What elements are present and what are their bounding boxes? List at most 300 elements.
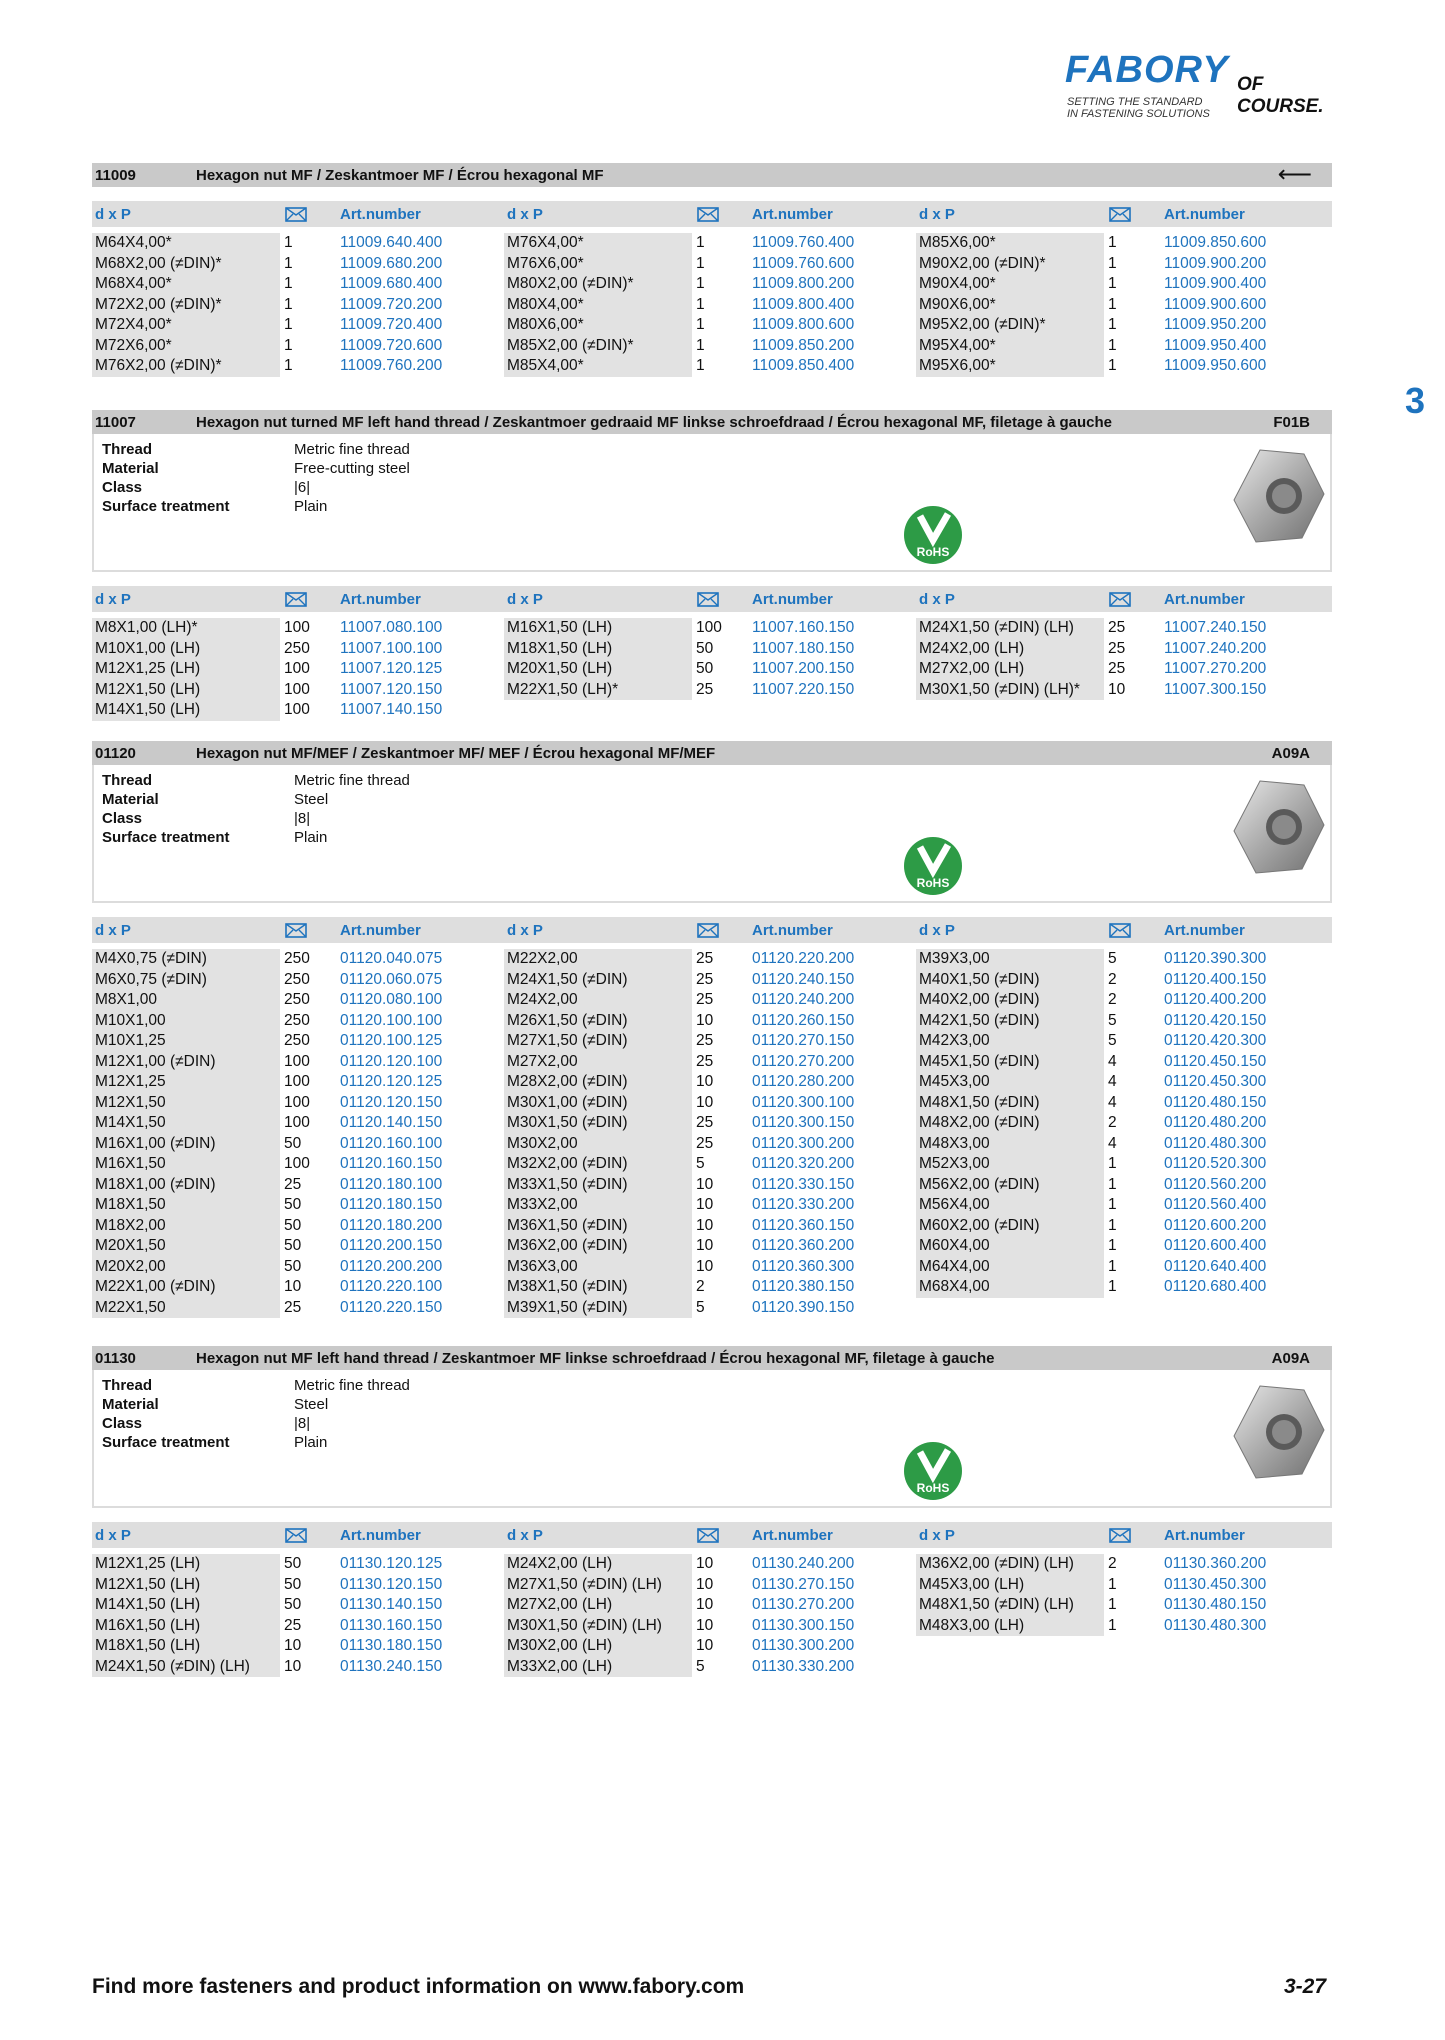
table-row (92, 1216, 492, 1237)
pack-quantity: 1 (284, 336, 293, 354)
table-row (92, 659, 492, 680)
article-number-link[interactable]: 01120.480.150 (1164, 1093, 1267, 1111)
table-row (916, 1575, 1316, 1596)
size-dxp: M60X4,00 (916, 1236, 1104, 1257)
size-dxp: M24X2,00 (LH) (916, 639, 1104, 660)
size-dxp: M85X2,00 (≠DIN)* (504, 336, 692, 357)
size-dxp: M30X1,00 (≠DIN) (504, 1093, 692, 1114)
article-number-link[interactable]: 01120.120.125 (340, 1073, 443, 1090)
article-number-link[interactable]: 01130.330.200 (752, 1657, 855, 1675)
article-number-link[interactable]: 01130.300.150 (752, 1616, 855, 1634)
article-number-link[interactable]: 01120.180.100 (340, 1175, 443, 1193)
table-row (92, 274, 492, 295)
table-row (92, 336, 492, 357)
size-dxp: M85X6,00* (916, 233, 1104, 254)
table-row (92, 1072, 492, 1093)
article-number-link[interactable]: 01120.560.200 (1164, 1175, 1267, 1193)
table-row (916, 970, 1316, 991)
property-value: |6| (294, 479, 311, 496)
pack-quantity: 25 (696, 1114, 714, 1131)
article-number-link[interactable]: 11009.800.200 (752, 275, 855, 292)
size-dxp: M12X1,25 (LH) (92, 1554, 280, 1575)
pack-quantity: 1 (1108, 1596, 1117, 1613)
pack-quantity: 1 (1108, 1278, 1117, 1295)
product-code: 11007 (95, 413, 136, 431)
article-number-link[interactable]: 01120.280.200 (752, 1073, 855, 1090)
pack-quantity: 1 (696, 275, 705, 292)
size-dxp: M12X1,50 (92, 1093, 280, 1114)
article-number-link[interactable]: 11009.950.600 (1164, 357, 1267, 374)
table-row (92, 1595, 492, 1616)
pack-quantity: 1 (1108, 234, 1117, 251)
table-row (504, 1134, 904, 1155)
size-dxp: M33X2,00 (LH) (504, 1657, 692, 1678)
art-number-header: Art.number (752, 591, 833, 608)
rohs-badge-icon (902, 1440, 964, 1507)
size-dxp: M36X2,00 (≠DIN) (LH) (916, 1554, 1104, 1575)
size-dxp: M10X1,00 (92, 1011, 280, 1032)
property-label: Class (102, 810, 143, 827)
property-label: Surface treatment (102, 1434, 230, 1451)
property-label: Surface treatment (102, 498, 230, 515)
logo-sub-2: IN FASTENING SOLUTIONS (1067, 108, 1210, 120)
table-row (92, 1236, 492, 1257)
art-number-header: Art.number (340, 206, 421, 223)
logo-sub-1: SETTING THE STANDARD (1067, 96, 1203, 108)
article-number-link[interactable]: 01120.390.300 (1164, 950, 1267, 967)
art-number-header: Art.number (1164, 206, 1245, 223)
article-number-link[interactable]: 11007.180.150 (752, 639, 855, 657)
property-label: Surface treatment (102, 829, 230, 846)
size-dxp: M36X2,00 (≠DIN) (504, 1236, 692, 1257)
product-title: Hexagon nut MF left hand thread / Zeskantmoer MF linkse schroefdraad / Écrou hexagonal MF, filetage à gauche (196, 1349, 995, 1367)
article-number-link[interactable]: 01120.300.100 (752, 1093, 855, 1111)
size-dxp: M40X2,00 (≠DIN) (916, 990, 1104, 1011)
article-number-link[interactable]: 11009.800.400 (752, 295, 855, 313)
article-number-link[interactable]: 11007.300.150 (1164, 680, 1267, 698)
table-row (92, 1031, 492, 1052)
pack-quantity: 25 (1108, 619, 1126, 636)
size-dxp: M14X1,50 (92, 1113, 280, 1134)
table-row (504, 680, 904, 701)
article-number-link[interactable]: 01130.240.200 (752, 1555, 855, 1572)
pack-quantity: 1 (696, 295, 705, 313)
dxp-header: d x P (507, 922, 543, 939)
size-dxp: M64X4,00* (92, 233, 280, 254)
table-row (916, 1195, 1316, 1216)
size-dxp: M33X2,00 (504, 1195, 692, 1216)
pack-quantity: 1 (696, 234, 705, 251)
pack-quantity: 10 (696, 1575, 714, 1593)
size-dxp: M76X6,00* (504, 254, 692, 275)
article-number-link[interactable]: 01120.390.150 (752, 1298, 855, 1316)
size-dxp: M68X4,00 (916, 1277, 1104, 1298)
article-number-link[interactable]: 01120.480.200 (1164, 1114, 1267, 1131)
table-row (916, 233, 1316, 254)
property-value: Steel (294, 791, 329, 808)
pack-quantity: 50 (696, 660, 714, 677)
article-number-link[interactable]: 01130.180.150 (340, 1637, 443, 1654)
table-row (504, 1616, 904, 1637)
table-row (504, 1636, 904, 1657)
pack-quantity: 50 (284, 1216, 302, 1234)
dxp-header: d x P (919, 922, 955, 939)
pack-quantity: 5 (696, 1155, 705, 1172)
article-number-link[interactable]: 01120.560.400 (1164, 1196, 1267, 1213)
property-row (102, 440, 410, 459)
size-dxp: M95X2,00 (≠DIN)* (916, 315, 1104, 336)
pack-quantity: 25 (284, 1298, 302, 1316)
pack-quantity: 10 (284, 1637, 302, 1654)
article-number-link[interactable]: 11007.100.100 (340, 639, 443, 657)
article-number-link[interactable]: 01120.200.150 (340, 1237, 443, 1254)
dxp-header: d x P (95, 206, 131, 223)
pack-quantity: 50 (284, 1596, 302, 1613)
pack-quantity: 2 (1108, 991, 1117, 1008)
article-number-link[interactable]: 01120.420.300 (1164, 1032, 1267, 1049)
article-number-link[interactable]: 01120.360.300 (752, 1257, 855, 1275)
article-number-link[interactable]: 01120.270.150 (752, 1032, 855, 1049)
table-row (504, 1113, 904, 1134)
size-dxp: M22X1,50 (LH)* (504, 680, 692, 701)
table-row (916, 1093, 1316, 1114)
hexagon-nut-image (1230, 1380, 1326, 1489)
back-arrow-icon[interactable]: ⟵ (1277, 161, 1312, 188)
article-number-link[interactable]: 01120.100.100 (340, 1011, 443, 1029)
article-number-link[interactable]: 01120.100.125 (340, 1032, 443, 1049)
dxp-header: d x P (95, 1527, 131, 1544)
table-row (92, 1298, 492, 1319)
article-number-link[interactable]: 11009.680.200 (340, 254, 443, 272)
article-number-link[interactable]: 11007.270.200 (1164, 660, 1267, 677)
property-row (102, 828, 327, 847)
table-row (504, 1595, 904, 1616)
article-number-link[interactable]: 01130.240.150 (340, 1657, 443, 1675)
table-row (916, 659, 1316, 680)
size-dxp: M39X1,50 (≠DIN) (504, 1298, 692, 1319)
pack-quantity: 250 (284, 639, 310, 657)
article-number-link[interactable]: 11009.950.400 (1164, 336, 1267, 354)
pack-quantity: 5 (696, 1298, 705, 1316)
pack-quantity: 100 (284, 1155, 310, 1172)
article-number-link[interactable]: 01130.480.300 (1164, 1616, 1267, 1634)
pack-quantity: 50 (284, 1555, 302, 1572)
article-number-link[interactable]: 11009.900.200 (1164, 254, 1267, 272)
size-dxp: M85X4,00* (504, 356, 692, 377)
table-row (504, 315, 904, 336)
table-row (504, 1575, 904, 1596)
article-number-link[interactable]: 11009.900.600 (1164, 295, 1267, 313)
table-row (916, 1011, 1316, 1032)
size-dxp: M39X3,00 (916, 949, 1104, 970)
table-row (504, 274, 904, 295)
table-row (92, 1277, 492, 1298)
table-row (504, 1277, 904, 1298)
table-row (916, 336, 1316, 357)
article-number-link[interactable]: 11007.080.100 (340, 619, 443, 636)
table-row (504, 1236, 904, 1257)
article-number-link[interactable]: 01130.450.300 (1164, 1575, 1267, 1593)
article-number-link[interactable]: 11009.720.400 (340, 316, 443, 333)
pack-quantity: 25 (1108, 639, 1126, 657)
article-number-link[interactable]: 01130.160.150 (340, 1616, 443, 1634)
table-row (504, 1052, 904, 1073)
article-number-link[interactable]: 01120.380.150 (752, 1278, 855, 1295)
size-dxp: M36X3,00 (504, 1257, 692, 1278)
article-number-link[interactable]: 01120.140.150 (340, 1114, 443, 1131)
size-dxp: M48X3,00 (LH) (916, 1616, 1104, 1637)
table-row (504, 1072, 904, 1093)
article-number-link[interactable]: 01120.640.400 (1164, 1257, 1267, 1275)
size-dxp: M8X1,00 (LH)* (92, 618, 280, 639)
table-row (92, 1257, 492, 1278)
pack-quantity: 4 (1108, 1073, 1117, 1090)
pack-quantity: 1 (1108, 336, 1117, 354)
pack-quantity: 100 (284, 701, 310, 718)
property-row (102, 459, 410, 478)
pack-quantity: 4 (1108, 1093, 1117, 1111)
article-number-link[interactable]: 01130.120.125 (340, 1555, 443, 1572)
table-row (916, 1072, 1316, 1093)
article-number-link[interactable]: 11009.720.600 (340, 336, 443, 354)
article-number-link[interactable]: 11007.240.150 (1164, 619, 1267, 636)
table-row (504, 1154, 904, 1175)
pack-quantity: 10 (696, 1011, 714, 1029)
pack-quantity: 2 (1108, 1555, 1117, 1572)
table-row (92, 700, 492, 721)
size-dxp: M6X0,75 (≠DIN) (92, 970, 280, 991)
pack-quantity: 1 (1108, 275, 1117, 292)
size-dxp: M18X1,00 (≠DIN) (92, 1175, 280, 1196)
article-number-link[interactable]: 01130.480.150 (1164, 1596, 1267, 1613)
table-row (504, 356, 904, 377)
article-number-link[interactable]: 01130.360.200 (1164, 1555, 1267, 1572)
size-dxp: M60X2,00 (≠DIN) (916, 1216, 1104, 1237)
dxp-header: d x P (919, 206, 955, 223)
article-number-link[interactable]: 01120.680.400 (1164, 1278, 1267, 1295)
size-dxp: M28X2,00 (≠DIN) (504, 1072, 692, 1093)
article-number-link[interactable]: 01120.450.300 (1164, 1073, 1267, 1090)
property-value: Plain (294, 1434, 328, 1451)
art-number-header: Art.number (340, 922, 421, 939)
article-number-link[interactable]: 01120.180.200 (340, 1216, 443, 1234)
size-dxp: M16X1,50 (LH) (504, 618, 692, 639)
table-row (916, 1257, 1316, 1278)
pack-quantity: 10 (696, 1175, 714, 1193)
article-number-link[interactable]: 01120.420.150 (1164, 1011, 1267, 1029)
article-number-link[interactable]: 01130.120.150 (340, 1575, 443, 1593)
property-row (102, 478, 310, 497)
pack-quantity: 25 (696, 950, 714, 967)
article-column (504, 618, 904, 700)
table-row (916, 1216, 1316, 1237)
article-number-link[interactable]: 11009.900.400 (1164, 275, 1267, 292)
article-number-link[interactable]: 11007.140.150 (340, 701, 443, 718)
pack-quantity: 10 (696, 1555, 714, 1572)
pack-quantity: 25 (696, 1052, 714, 1070)
size-dxp: M10X1,25 (92, 1031, 280, 1052)
table-row (504, 1657, 904, 1678)
size-dxp: M30X1,50 (≠DIN) (LH)* (916, 680, 1104, 701)
pack-quantity: 1 (1108, 1216, 1117, 1234)
article-number-link[interactable]: 01120.240.150 (752, 970, 855, 988)
size-dxp: M48X3,00 (916, 1134, 1104, 1155)
article-number-link[interactable]: 11009.850.600 (1164, 234, 1267, 251)
article-number-link[interactable]: 01120.450.150 (1164, 1052, 1267, 1070)
article-number-link[interactable]: 01120.520.300 (1164, 1155, 1267, 1172)
article-number-link[interactable]: 01120.040.075 (340, 950, 443, 967)
article-number-link[interactable]: 11009.800.600 (752, 316, 855, 333)
article-column (504, 233, 904, 377)
svg-text:RoHS: RoHS (916, 1481, 950, 1495)
hexagon-nut-image (1230, 775, 1326, 884)
article-number-link[interactable]: 01120.220.150 (340, 1298, 443, 1316)
size-dxp: M48X1,50 (≠DIN) (916, 1093, 1104, 1114)
pack-quantity: 1 (284, 316, 293, 333)
article-number-link[interactable]: 01130.270.200 (752, 1596, 855, 1613)
article-number-link[interactable]: 01120.120.100 (340, 1052, 443, 1070)
article-number-link[interactable]: 01120.300.150 (752, 1114, 855, 1131)
table-row (92, 990, 492, 1011)
article-number-link[interactable]: 01120.600.200 (1164, 1216, 1267, 1234)
article-number-link[interactable]: 01130.270.150 (752, 1575, 855, 1593)
article-number-link[interactable]: 11009.640.400 (340, 234, 443, 251)
article-number-link[interactable]: 01120.200.200 (340, 1257, 443, 1275)
article-number-link[interactable]: 11007.120.125 (340, 660, 443, 677)
article-number-link[interactable]: 01120.330.200 (752, 1196, 855, 1213)
article-number-link[interactable]: 01120.320.200 (752, 1155, 855, 1172)
art-number-header: Art.number (1164, 1527, 1245, 1544)
article-number-link[interactable]: 01120.240.200 (752, 991, 855, 1008)
pack-quantity: 10 (696, 1073, 714, 1090)
size-dxp: M24X1,50 (≠DIN) (LH) (92, 1657, 280, 1678)
article-number-link[interactable]: 01120.180.150 (340, 1196, 443, 1213)
article-number-link[interactable]: 01120.270.200 (752, 1052, 855, 1070)
product-code: 11009 (95, 166, 136, 184)
table-row (92, 1657, 492, 1678)
article-number-link[interactable]: 01120.400.150 (1164, 970, 1267, 988)
article-number-link[interactable]: 11009.720.200 (340, 295, 443, 313)
pack-quantity: 250 (284, 950, 310, 967)
size-dxp: M8X1,00 (92, 990, 280, 1011)
table-row (916, 1154, 1316, 1175)
size-dxp: M22X2,00 (504, 949, 692, 970)
size-dxp: M33X1,50 (≠DIN) (504, 1175, 692, 1196)
size-dxp: M12X1,50 (LH) (92, 680, 280, 701)
logo-main: FABORY (1065, 49, 1229, 91)
pack-quantity: 250 (284, 1032, 310, 1049)
article-number-link[interactable]: 11009.950.200 (1164, 316, 1267, 333)
article-number-link[interactable]: 11009.760.400 (752, 234, 855, 251)
pack-quantity: 10 (696, 1596, 714, 1613)
article-number-link[interactable]: 11007.160.150 (752, 619, 855, 636)
pack-quantity: 100 (284, 1073, 310, 1090)
pack-quantity: 50 (284, 1257, 302, 1275)
article-number-link[interactable]: 01120.330.150 (752, 1175, 855, 1193)
article-number-link[interactable]: 01120.160.100 (340, 1134, 443, 1152)
table-row (504, 1011, 904, 1032)
pack-quantity: 1 (284, 357, 293, 374)
article-number-link[interactable]: 11009.850.200 (752, 336, 855, 354)
art-number-header: Art.number (752, 1527, 833, 1544)
table-row (504, 1031, 904, 1052)
article-column (916, 618, 1316, 700)
article-number-link[interactable]: 01120.120.150 (340, 1093, 443, 1111)
product-properties (92, 434, 1332, 572)
table-row (504, 1175, 904, 1196)
pack-quantity: 1 (696, 316, 705, 333)
art-number-header: Art.number (752, 922, 833, 939)
pack-quantity: 25 (284, 1616, 302, 1634)
article-number-link[interactable]: 11007.120.150 (340, 680, 443, 698)
product-properties (92, 765, 1332, 903)
pack-quantity: 100 (284, 660, 310, 677)
pack-quantity: 10 (696, 1257, 714, 1275)
article-number-link[interactable]: 01120.360.150 (752, 1216, 855, 1234)
article-number-link[interactable]: 01120.400.200 (1164, 991, 1267, 1008)
table-row (916, 1554, 1316, 1575)
size-dxp: M4X0,75 (≠DIN) (92, 949, 280, 970)
pack-quantity: 5 (696, 1657, 705, 1675)
article-number-link[interactable]: 01120.260.150 (752, 1011, 855, 1029)
article-number-link[interactable]: 01120.360.200 (752, 1237, 855, 1254)
pack-quantity: 1 (1108, 1237, 1117, 1254)
article-number-link[interactable]: 11007.240.200 (1164, 639, 1267, 657)
table-row (916, 990, 1316, 1011)
article-number-link[interactable]: 11009.850.400 (752, 357, 855, 374)
product-code: 01120 (95, 744, 136, 762)
article-number-link[interactable]: 01120.220.200 (752, 950, 855, 967)
table-row (92, 254, 492, 275)
section-title-bar (92, 741, 1332, 765)
size-dxp: M27X1,50 (≠DIN) (LH) (504, 1575, 692, 1596)
pack-quantity: 4 (1108, 1134, 1117, 1152)
product-section-11009 (92, 161, 1332, 374)
size-dxp: M14X1,50 (LH) (92, 1595, 280, 1616)
article-number-link[interactable]: 11007.220.150 (752, 680, 855, 698)
pack-quantity: 2 (1108, 970, 1117, 988)
pack-quantity: 1 (284, 254, 293, 272)
article-number-link[interactable]: 01120.160.150 (340, 1155, 443, 1172)
article-number-link[interactable]: 01120.080.100 (340, 991, 443, 1008)
article-number-link[interactable]: 01130.300.200 (752, 1637, 855, 1654)
pack-quantity: 1 (696, 254, 705, 272)
pack-quantity: 10 (1108, 680, 1126, 698)
article-number-link[interactable]: 01120.480.300 (1164, 1134, 1267, 1152)
article-number-link[interactable]: 11007.200.150 (752, 660, 855, 677)
table-row (916, 1175, 1316, 1196)
article-number-link[interactable]: 11009.760.200 (340, 357, 443, 374)
table-row (916, 1031, 1316, 1052)
pack-quantity: 1 (1108, 295, 1117, 313)
article-number-link[interactable]: 11009.680.400 (340, 275, 443, 292)
article-number-link[interactable]: 01120.600.400 (1164, 1237, 1267, 1254)
pack-quantity: 10 (696, 1216, 714, 1234)
article-column (92, 949, 492, 1318)
article-number-link[interactable]: 01120.300.200 (752, 1134, 855, 1152)
product-code: 01130 (95, 1349, 136, 1367)
property-label: Material (102, 791, 159, 808)
article-number-link[interactable]: 01120.060.075 (340, 970, 443, 988)
pack-quantity: 100 (284, 1093, 310, 1111)
grade-code: A09A (1271, 744, 1310, 762)
pack-quantity: 10 (696, 1637, 714, 1654)
property-value: Steel (294, 1396, 329, 1413)
article-number-link[interactable]: 01130.140.150 (340, 1596, 443, 1613)
pack-quantity: 1 (1108, 1257, 1117, 1275)
article-number-link[interactable]: 01120.220.100 (340, 1278, 443, 1295)
article-number-link[interactable]: 11009.760.600 (752, 254, 855, 272)
